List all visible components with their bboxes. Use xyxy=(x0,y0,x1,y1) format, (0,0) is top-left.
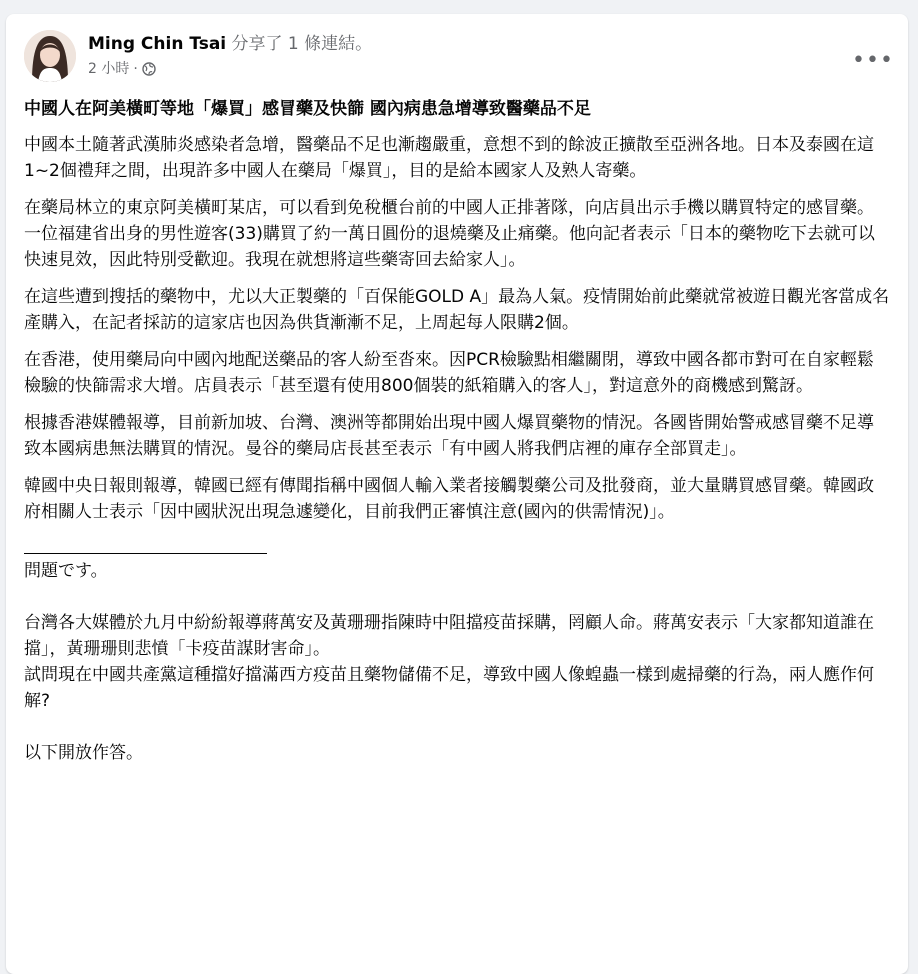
paragraph-1: 中國本土隨著武漢肺炎感染者急增，醫藥品不足也漸趨嚴重，意想不到的餘波正擴散至亞洲各地。日本及泰國在這1~2個禮拜之間，出現許多中國人在藥局「爆買」，目的是給本國家人及熟人寄藥。 xyxy=(24,135,874,181)
globe-icon[interactable] xyxy=(142,62,156,76)
share-action-text: 分享了 1 條連結。 xyxy=(231,34,373,54)
closing-line-2: 試問現在中國共產黨這種擋好擋滿西方疫苗且藥物儲備不足，導致中國人像蝗蟲一樣到處掃藥的行為，兩人應作何解? xyxy=(24,665,874,711)
post-timestamp[interactable]: 2 小時 xyxy=(88,61,130,77)
post-header xyxy=(24,30,894,86)
paragraph-5: 根據香港媒體報導，目前新加坡、台灣、澳洲等都開始出現中國人爆買藥物的情況。各國皆開始警戒感冒藥不足導致本國病患無法購買的情況。曼谷的藥局店長甚至表示「有中國人將我們店裡的庫存全部買走」。 xyxy=(24,413,874,459)
post-content xyxy=(24,96,890,766)
paragraph-3: 在這些遭到搜括的藥物中，尤以大正製藥的「百保能GOLD A」最為人氣。疫情開始前此藥就常被遊日觀光客當成名產購入，在記者採訪的這家店也因為供貨漸漸不足，上周起每人限購2個。 xyxy=(24,287,890,333)
paragraph-4: 在香港，使用藥局向中國內地配送藥品的客人紛至沓來。因PCR檢驗點相繼關閉，導致中國各都市對可在自家輕鬆檢驗的快篩需求大增。店員表示「甚至還有使用800個裝的紙箱購入的客人」，對這意外的商機感到驚訝。 xyxy=(24,350,874,396)
divider xyxy=(24,553,267,554)
meta-separator: · xyxy=(133,61,138,77)
post-card xyxy=(6,14,908,974)
timestamp-line xyxy=(88,60,372,78)
spacer xyxy=(24,714,890,740)
closing-line-1: 台灣各大媒體於九月中紛紛報導蔣萬安及黃珊珊指陳時中阻擋疫苗採購，罔顧人命。蔣萬安表示「大家都知道誰在擋」，黃珊珊則悲憤「卡疫苗謀財害命」。 xyxy=(24,613,874,659)
final-line: 以下開放作答。 xyxy=(24,743,143,763)
avatar-photo xyxy=(24,30,76,82)
post-headline: 中國人在阿美橫町等地「爆買」感冒藥及快篩 國內病患急增導致醫藥品不足 xyxy=(24,99,591,119)
avatar[interactable] xyxy=(24,30,76,82)
paragraph-2: 在藥局林立的東京阿美橫町某店，可以看到免稅櫃台前的中國人正排著隊，向店員出示手機以購買特定的感冒藥。一位福建省出身的男性遊客(33)購買了約一萬日圓份的退燒藥及止痛藥。他向記者表示「日本的藥物吃下去就可以快速見效，因此特別受歡迎。我現在就想將這些藥寄回去給家人」。 xyxy=(24,198,875,270)
more-options-icon[interactable] xyxy=(852,44,894,78)
post-meta xyxy=(88,32,372,78)
question-label: 問題です。 xyxy=(24,561,108,581)
author-name[interactable]: Ming Chin Tsai xyxy=(88,34,227,54)
name-line xyxy=(88,32,372,56)
spacer xyxy=(24,584,890,610)
more-options-label: ••• xyxy=(852,48,894,73)
paragraph-6: 韓國中央日報則報導，韓國已經有傳聞指稱中國個人輸入業者接觸製藥公司及批發商，並大量購買感冒藥。韓國政府相關人士表示「因中國狀況出現急遽變化，目前我們正審慎注意(國內的供需情況)」。 xyxy=(24,476,874,522)
